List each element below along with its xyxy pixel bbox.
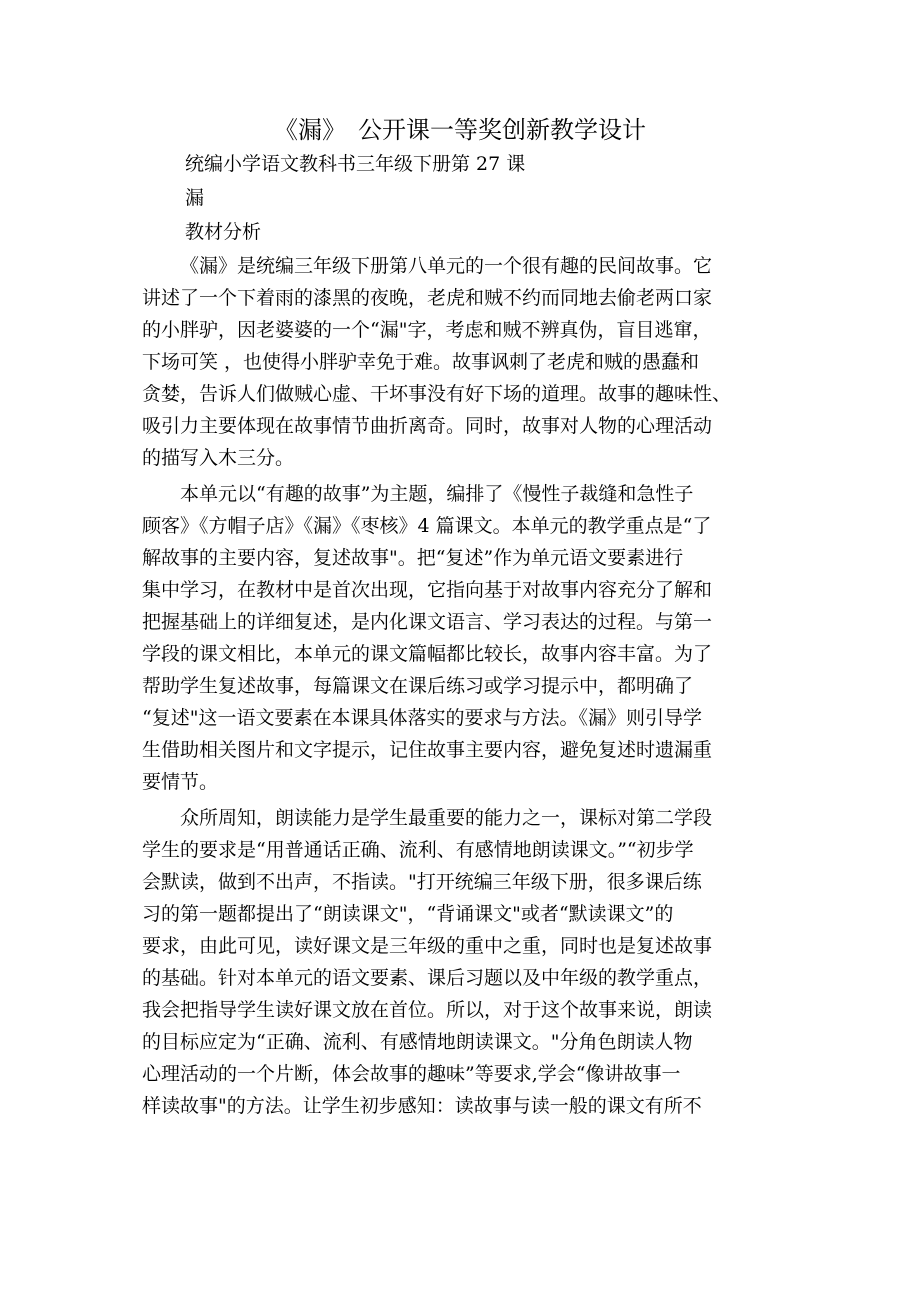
text-line: 讲述了一个下着雨的漆黑的夜晚，老虎和贼不约而同地去偷老两口家 [142,287,713,309]
section-heading: 教材分析 [185,221,262,243]
text-line: 学生的要求是“用普通话正确、流利、有感情地朗读课文。”“初步学 [142,839,694,861]
text-line: 吸引力主要体现在故事情节曲折离奇。同时，故事对人物的心理活动 [142,415,713,437]
lesson-name: 漏 [185,187,205,209]
text-line: 样读故事"的方法。让学生初步感知：读故事与读一般的课文有所不 [142,1095,702,1117]
text-line: 学段的课文相比，本单元的课文篇幅都比较长，故事内容丰富。为了 [142,643,713,665]
document-title: 《漏》 公开课一等奖创新教学设计 [274,116,646,144]
text-line: 的目标应定为“正确、流利、有感情地朗读课文。"分角色朗读人物 [142,1031,693,1053]
text-line: 习的第一题都提出了“朗读课文"，“背诵课文"或者“默读课文”的 [142,903,674,925]
text-line: 帮助学生复述故事，每篇课文在课后练习或学习提示中，都明确了 [142,675,694,697]
text-line: 我会把指导学生读好课文放在首位。所以，对于这个故事来说，朗读 [142,999,713,1021]
document-body [142,250,790,1122]
text-line: 解故事的主要内容，复述故事"。把“复述”作为单元语文要素进行 [142,547,684,569]
text-line: “复述"这一语文要素在本课具体落实的要求与方法。《漏》则引导学 [142,707,702,729]
paragraph-3 [142,802,790,1122]
text-line: 的基础。针对本单元的语文要素、课后习题以及中年级的教学重点， [142,967,713,989]
text-line: 把握基础上的详细复述，是内化课文语言、学习表达的过程。与第一 [142,611,713,633]
text-line: 《漏》是统编三年级下册第八单元的一个很有趣的民间故事。它 [180,255,713,277]
text-line: 集中学习，在教材中是首次出现，它指向基于对故事内容充分了解和 [142,579,713,601]
text-line: 心理活动的一个片断，体会故事的趣味”等要求,学会“像讲故事一 [142,1063,681,1085]
text-line: 要求，由此可见，读好课文是三年级的重中之重，同时也是复述故事 [142,935,713,957]
paragraph-2 [142,478,790,798]
text-line: 贪婪，告诉人们做贼心虚、干坏事没有好下场的道理。故事的趣味性、 [142,383,732,405]
text-line: 顾客》《方帽子店》《漏》《枣核》4 篇课文。本单元的教学重点是“了 [142,515,712,537]
text-line: 众所周知，朗读能力是学生最重要的能力之一，课标对第二学段 [180,807,713,829]
text-line: 的描写入木三分。 [142,447,295,469]
textbook-subtitle: 统编小学语文教科书三年级下册第 27 课 [185,153,526,175]
text-line: 的小胖驴，因老婆婆的一个“漏"字，考虑和贼不辨真伪，盲目逃窜， [142,319,712,341]
text-line: 下场可笑 ，也使得小胖驴幸免于难。故事讽刺了老虎和贼的愚蠢和 [142,351,700,373]
paragraph-1 [142,250,790,474]
text-line: 本单元以“有趣的故事”为主题，编排了《慢性子裁缝和急性子 [180,483,694,505]
text-line: 生借助相关图片和文字提示，记住故事主要内容，避免复述时遗漏重 [142,739,713,761]
text-line: 会默读，做到不出声，不指读。"打开统编三年级下册，很多课后练 [142,871,702,893]
text-line: 要情节。 [142,771,219,793]
